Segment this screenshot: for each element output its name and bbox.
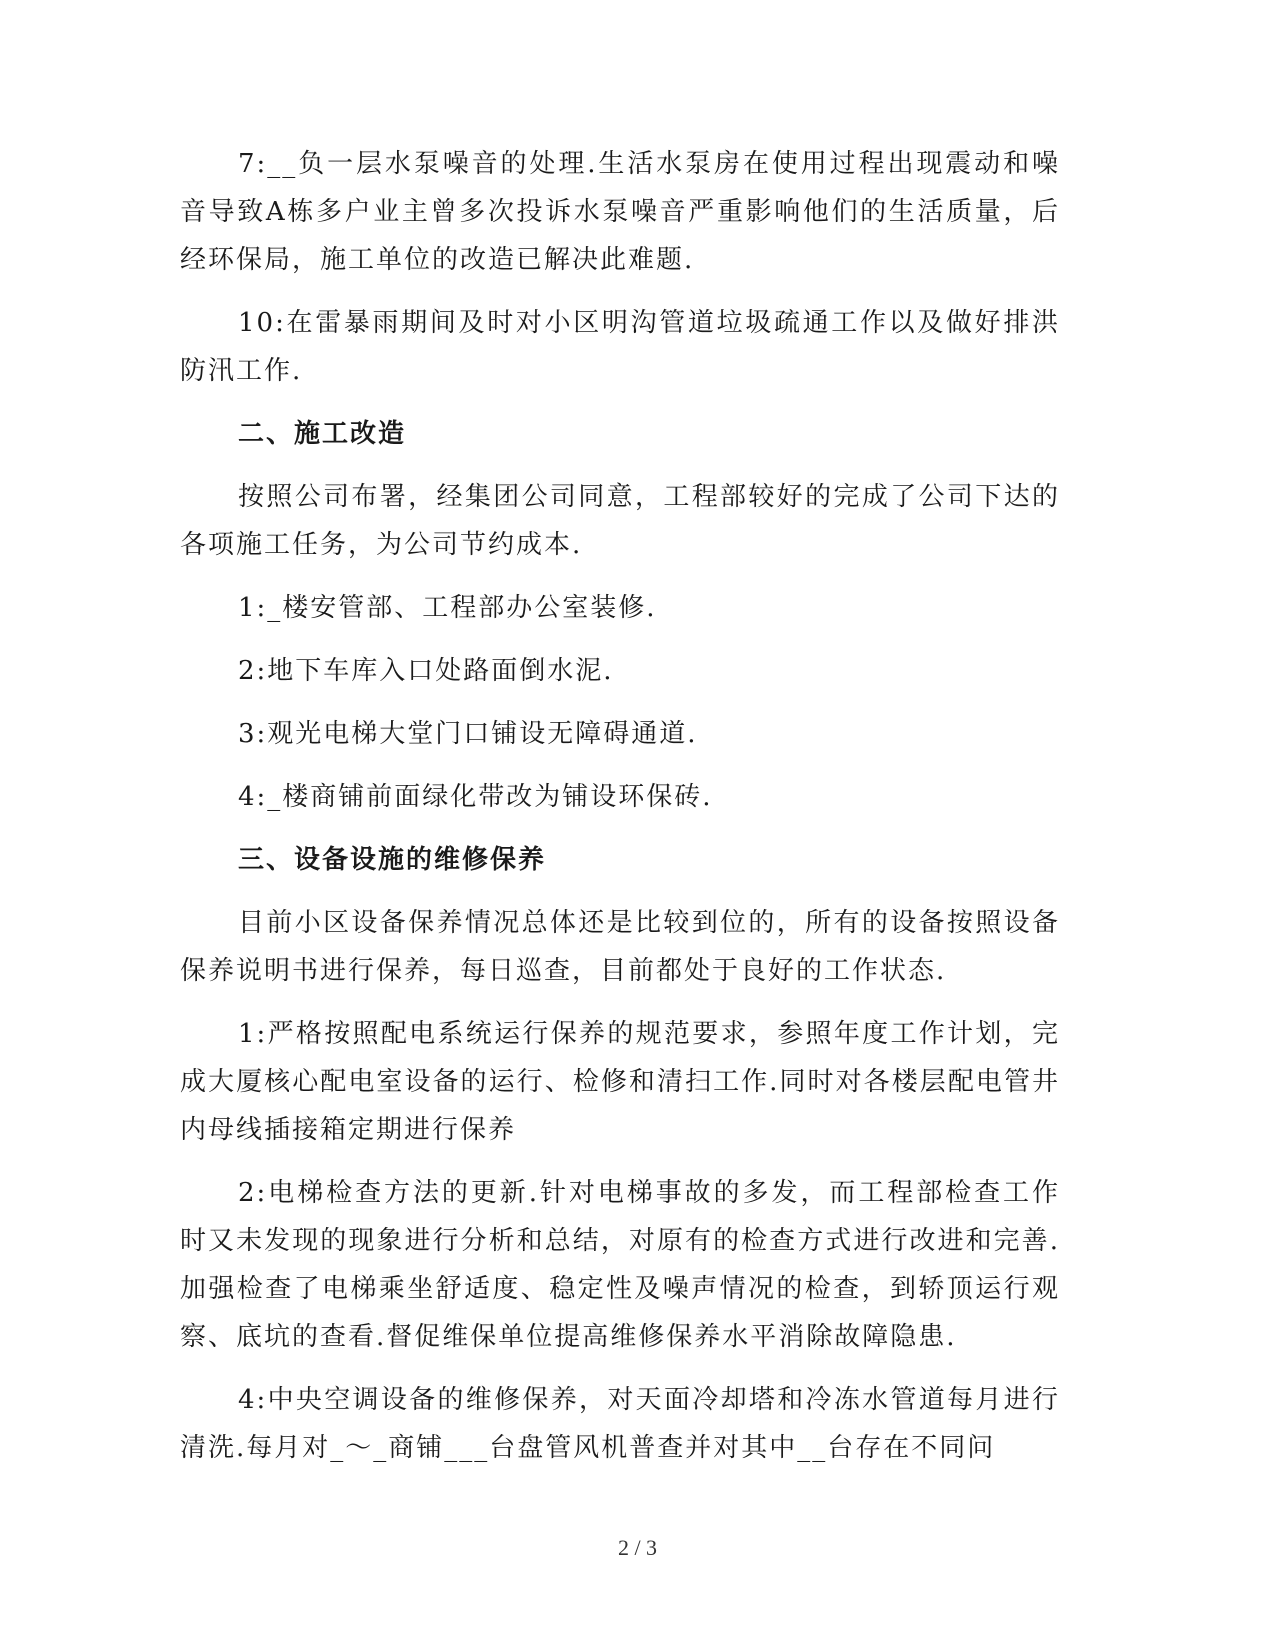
paragraph-flood-prevention: 10:在雷暴雨期间及时对小区明沟管道垃圾疏通工作以及做好排洪防汛工作. <box>180 308 1060 386</box>
section-heading-maintenance: 三、设备设施的维修保养 <box>238 845 547 875</box>
section-heading-construction: 二、施工改造 <box>238 419 407 449</box>
list-item-accessible-path: 3:观光电梯大堂门口铺设无障碍通道. <box>238 719 698 749</box>
list-item-garage-entrance: 2:地下车库入口处路面倒水泥. <box>238 656 614 686</box>
paragraph-power-distribution: 1:严格按照配电系统运行保养的规范要求，参照年度工作计划，完成大厦核心配电室设备的运行、检修和清扫工作.同时对各楼层配电管井内母线插接箱定期进行保养 <box>180 1019 1060 1145</box>
paragraph-elevator-inspection: 2:电梯检查方法的更新.针对电梯事故的多发，而工程部检查工作时又未发现的现象进行分析和总结，对原有的检查方式进行改进和完善.加强检查了电梯乘坐舒适度、稳定性及噪声情况的检查，到轿顶运行观察、底坑的查看.督促维保单位提高维修保养水平消除故障隐患. <box>180 1178 1060 1352</box>
paragraph-construction-intro: 按照公司布署，经集团公司同意，工程部较好的完成了公司下达的各项施工任务，为公司节约成本. <box>180 482 1060 560</box>
list-item-office-renovation: 1:_楼安管部、工程部办公室装修. <box>238 593 657 623</box>
paragraph-pump-noise: 7:__负一层水泵噪音的处理.生活水泵房在使用过程出现震动和噪音导致A栋多户业主曾多次投诉水泵噪音严重影响他们的生活质量，后经环保局，施工单位的改造已解决此难题. <box>180 149 1060 275</box>
paragraph-maintenance-intro: 目前小区设备保养情况总体还是比较到位的，所有的设备按照设备保养说明书进行保养，每日巡查，目前都处于良好的工作状态. <box>180 908 1060 986</box>
paragraph-central-ac: 4:中央空调设备的维修保养，对天面冷却塔和冷冻水管道每月进行清洗.每月对_～_商铺___台盘管风机普查并对其中__台存在不同问 <box>180 1385 1060 1463</box>
list-item-eco-bricks: 4:_楼商铺前面绿化带改为铺设环保砖. <box>238 782 713 812</box>
document-body <box>180 140 1060 1487</box>
page-number: 2 / 3 <box>617 1535 658 1560</box>
